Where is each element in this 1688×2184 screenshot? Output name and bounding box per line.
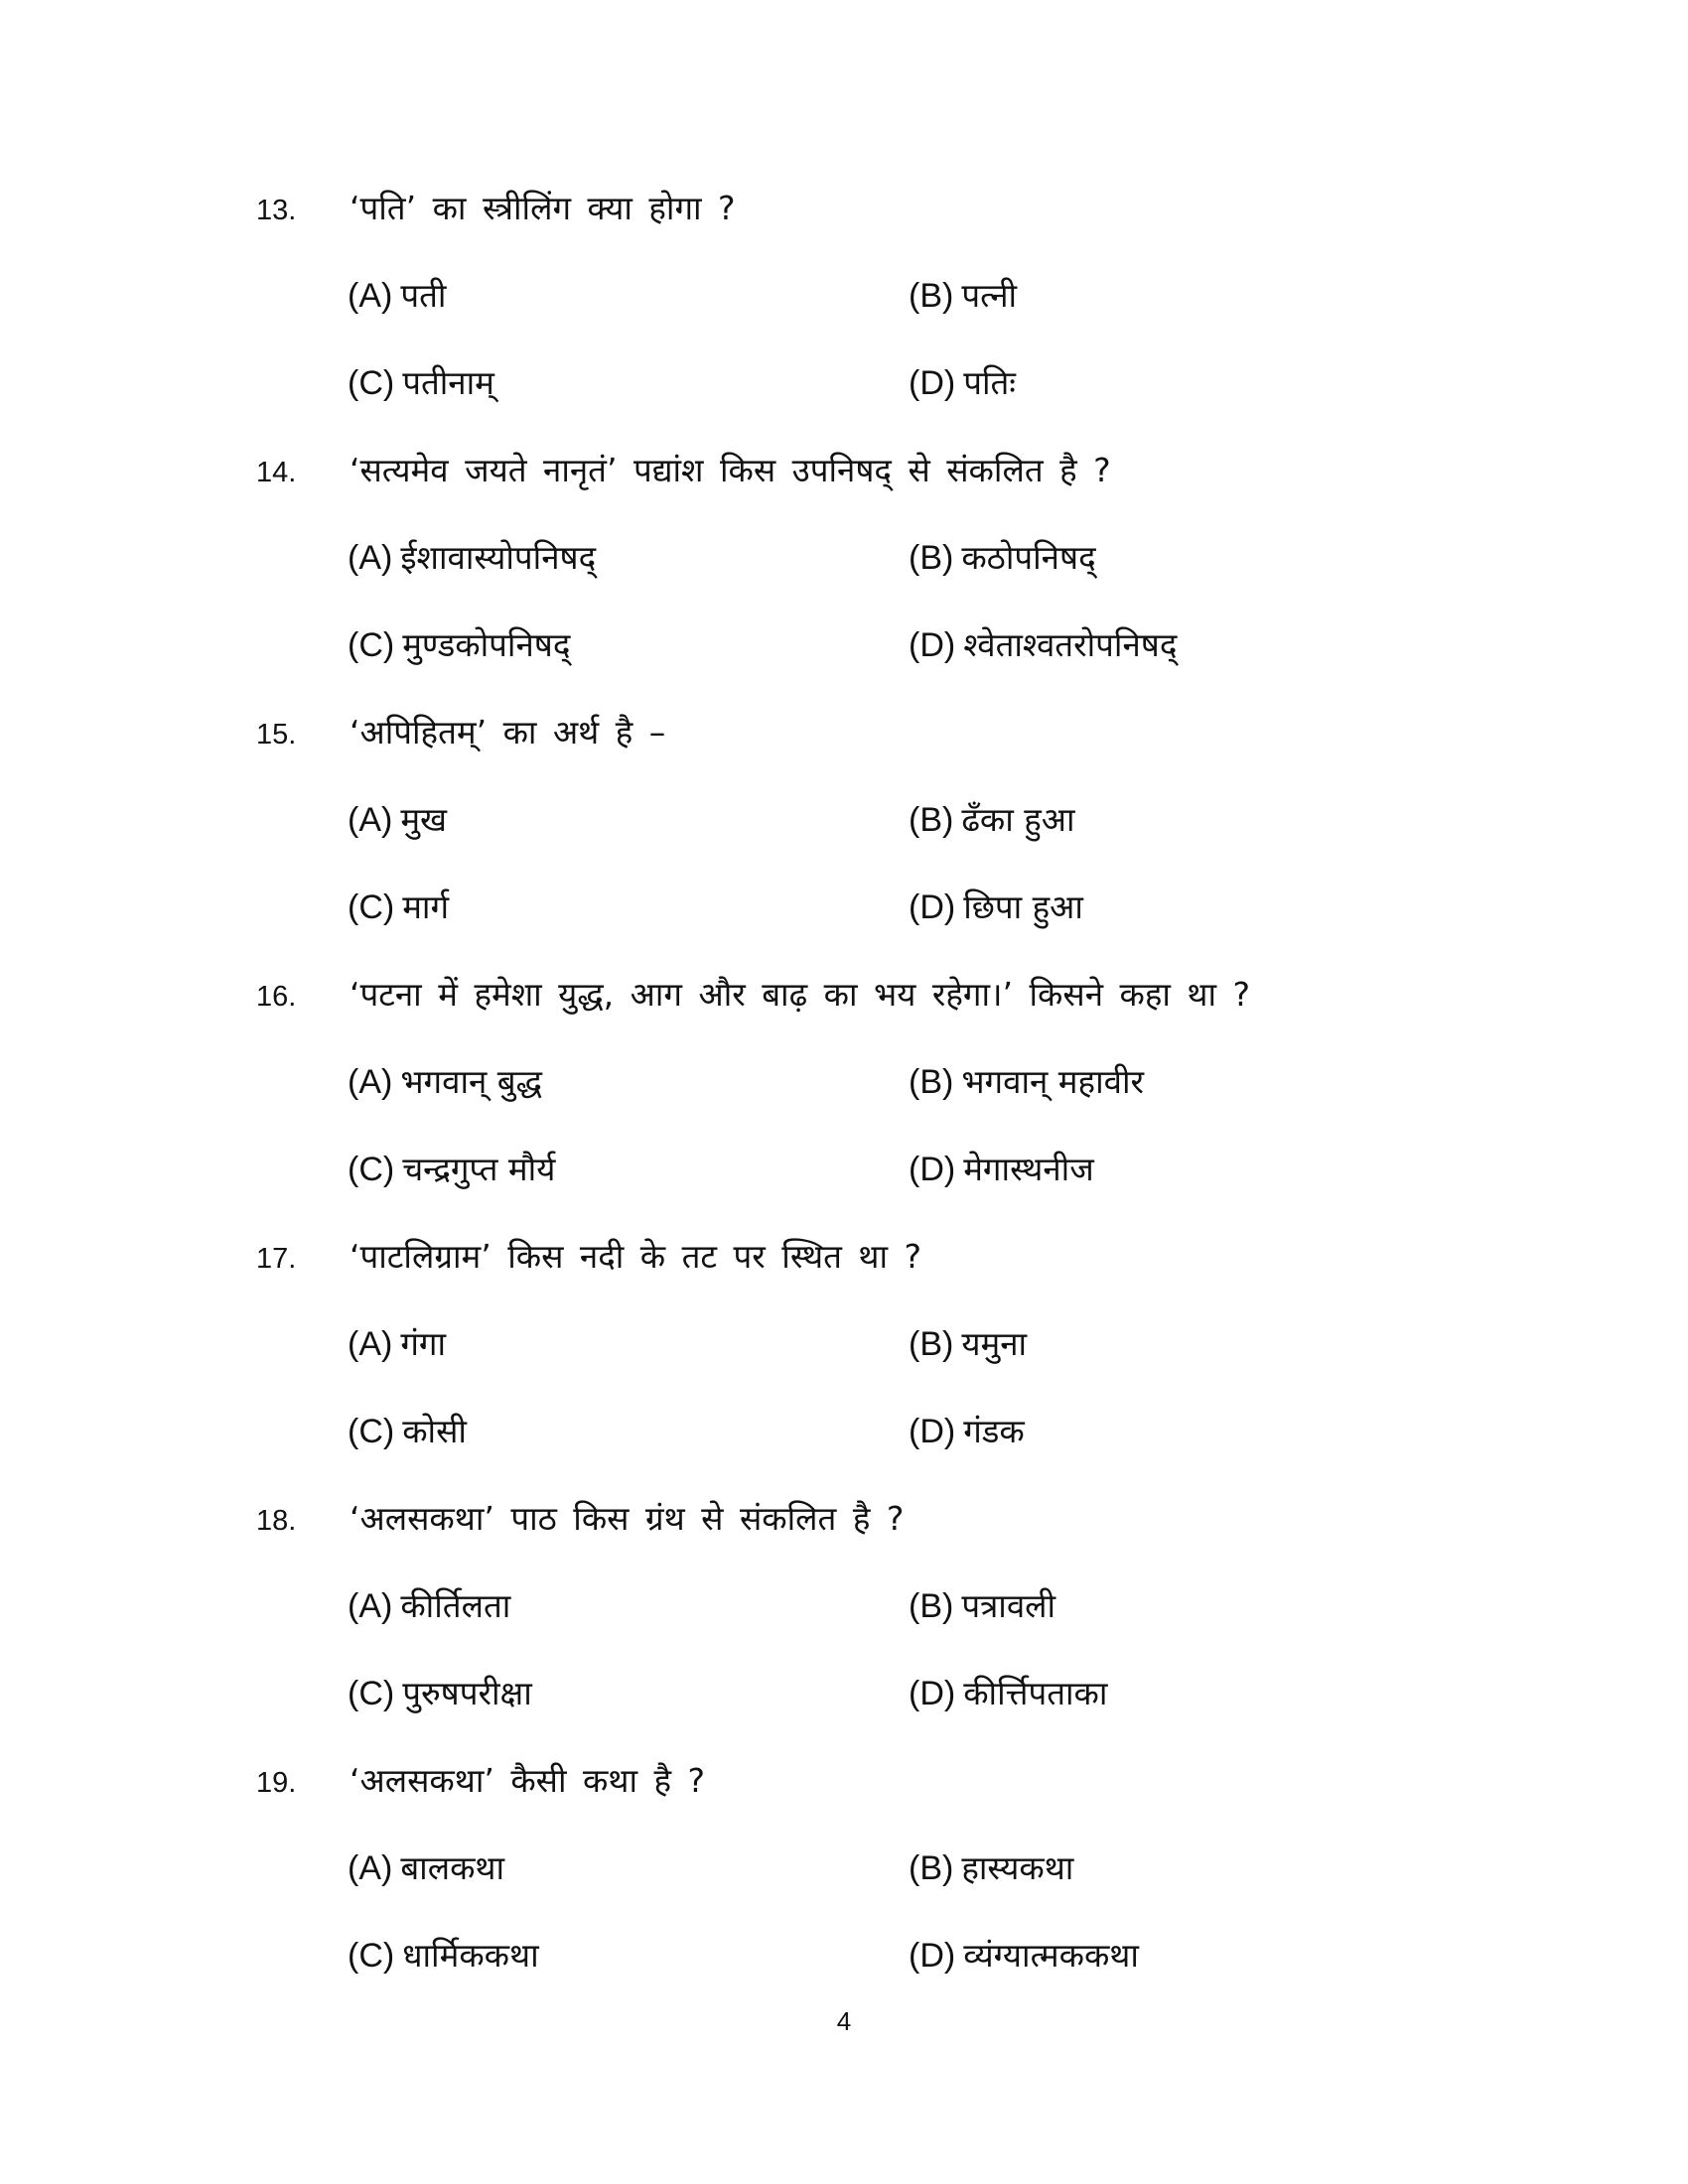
option-letter: (B)	[909, 1063, 954, 1101]
option-text: भगवान् महावीर	[961, 1062, 1145, 1101]
option-text: बालकथा	[400, 1848, 505, 1887]
option-text: छिपा हुआ	[963, 887, 1083, 926]
option-letter: (B)	[909, 539, 954, 577]
question-15	[0, 713, 1688, 961]
option-letter: (D)	[909, 364, 956, 402]
option-d	[909, 1932, 1139, 1979]
option-text: पत्रावली	[961, 1586, 1056, 1625]
question-number: 13.	[256, 195, 297, 226]
option-c	[348, 621, 570, 669]
option-text: हास्यकथा	[961, 1848, 1074, 1887]
question-number: 19.	[256, 1767, 297, 1799]
question-16	[0, 975, 1688, 1223]
option-b	[909, 534, 1096, 582]
option-text: व्यंग्यात्मककथा	[963, 1936, 1139, 1975]
option-text: मार्ग	[402, 887, 450, 926]
option-c	[348, 1408, 467, 1455]
option-c	[348, 1932, 539, 1979]
option-letter: (A)	[348, 801, 393, 839]
option-a	[348, 796, 447, 844]
option-a	[348, 1058, 542, 1106]
option-text: श्वेताश्वतरोपनिषद्	[963, 625, 1178, 664]
option-d	[909, 884, 1083, 931]
question-13	[0, 189, 1688, 437]
option-b	[909, 1844, 1073, 1892]
option-letter: (C)	[348, 364, 395, 402]
page-number: 4	[836, 2006, 852, 2036]
question-19	[0, 1761, 1688, 2009]
option-letter: (C)	[348, 626, 395, 664]
option-text: पुरुषपरीक्षा	[402, 1674, 532, 1712]
option-letter: (C)	[348, 1675, 395, 1712]
question-text: ‘अलसकथा’ कैसी कथा है ?	[350, 1761, 706, 1800]
option-b	[909, 272, 1017, 320]
option-d	[909, 359, 1016, 407]
option-letter: (B)	[909, 1587, 954, 1625]
option-a	[348, 534, 596, 582]
option-letter: (C)	[348, 1937, 395, 1975]
option-b	[909, 1320, 1027, 1368]
question-number: 16.	[256, 981, 297, 1013]
question-text: ‘अपिहितम्’ का अर्थ है –	[350, 713, 666, 751]
option-a	[348, 1844, 504, 1892]
option-text: कीर्त्तिपताका	[963, 1674, 1108, 1712]
option-letter: (C)	[348, 1151, 395, 1188]
option-c	[348, 1146, 555, 1193]
option-letter: (D)	[909, 1151, 956, 1188]
option-text: यमुना	[961, 1324, 1028, 1363]
option-c	[348, 359, 494, 407]
option-text: धार्मिककथा	[402, 1936, 539, 1975]
question-14	[0, 451, 1688, 699]
option-text: पतिः	[963, 363, 1016, 402]
option-letter: (C)	[348, 1413, 395, 1450]
option-a	[348, 1320, 446, 1368]
option-letter: (D)	[909, 1413, 956, 1450]
option-text: मेगास्थनीज	[963, 1150, 1094, 1188]
option-text: कोसी	[402, 1412, 467, 1450]
option-text: पत्नी	[961, 276, 1018, 315]
question-18	[0, 1499, 1688, 1747]
option-text: मुण्डकोपनिषद्	[402, 625, 571, 664]
option-a	[348, 272, 446, 320]
option-letter: (A)	[348, 1849, 393, 1887]
option-letter: (D)	[909, 1675, 956, 1712]
question-number: 14.	[256, 457, 297, 488]
option-letter: (A)	[348, 1325, 393, 1363]
option-text: गंगा	[400, 1324, 447, 1363]
option-letter: (A)	[348, 1587, 393, 1625]
option-text: पती	[400, 276, 447, 315]
question-number: 17.	[256, 1243, 297, 1275]
question-text: ‘पाटलिग्राम’ किस नदी के तट पर स्थित था ?	[350, 1237, 922, 1276]
question-text: ‘पटना में हमेशा युद्ध, आग और बाढ़ का भय रहेगा।’ किसने कहा था ?	[350, 975, 1251, 1014]
option-letter: (B)	[909, 801, 954, 839]
option-letter: (A)	[348, 1063, 393, 1101]
option-text: गंडक	[963, 1412, 1025, 1450]
option-letter: (C)	[348, 888, 395, 926]
option-letter: (D)	[909, 1937, 956, 1975]
option-b	[909, 1582, 1055, 1630]
option-c	[348, 884, 449, 931]
option-c	[348, 1670, 532, 1717]
option-letter: (A)	[348, 277, 393, 315]
option-text: मुख	[400, 800, 448, 839]
option-letter: (B)	[909, 277, 954, 315]
option-d	[909, 1146, 1094, 1193]
option-letter: (B)	[909, 1325, 954, 1363]
question-text: ‘पति’ का स्त्रीलिंग क्या होगा ?	[350, 189, 736, 227]
option-d	[909, 1408, 1025, 1455]
option-d	[909, 1670, 1107, 1717]
option-text: कीर्तिलता	[400, 1586, 511, 1625]
option-text: ईशावास्योपनिषद्	[400, 538, 597, 577]
option-text: कठोपनिषद्	[961, 538, 1096, 577]
option-letter: (D)	[909, 888, 956, 926]
option-letter: (A)	[348, 539, 393, 577]
option-text: भगवान् बुद्ध	[400, 1062, 543, 1101]
question-number: 18.	[256, 1505, 297, 1537]
option-d	[909, 621, 1177, 669]
option-b	[909, 1058, 1144, 1106]
question-17	[0, 1237, 1688, 1485]
option-text: चन्द्रगुप्त मौर्य	[402, 1150, 556, 1188]
option-text: ढँका हुआ	[961, 800, 1075, 839]
option-b	[909, 796, 1075, 844]
option-letter: (B)	[909, 1849, 954, 1887]
option-text: पतीनाम्	[402, 363, 494, 402]
option-letter: (D)	[909, 626, 956, 664]
option-a	[348, 1582, 510, 1630]
question-text: ‘अलसकथा’ पाठ किस ग्रंथ से संकलित है ?	[350, 1499, 905, 1538]
question-number: 15.	[256, 719, 297, 751]
question-text: ‘सत्यमेव जयते नानृतं’ पद्यांश किस उपनिषद् से संकलित है ?	[350, 451, 1111, 489]
